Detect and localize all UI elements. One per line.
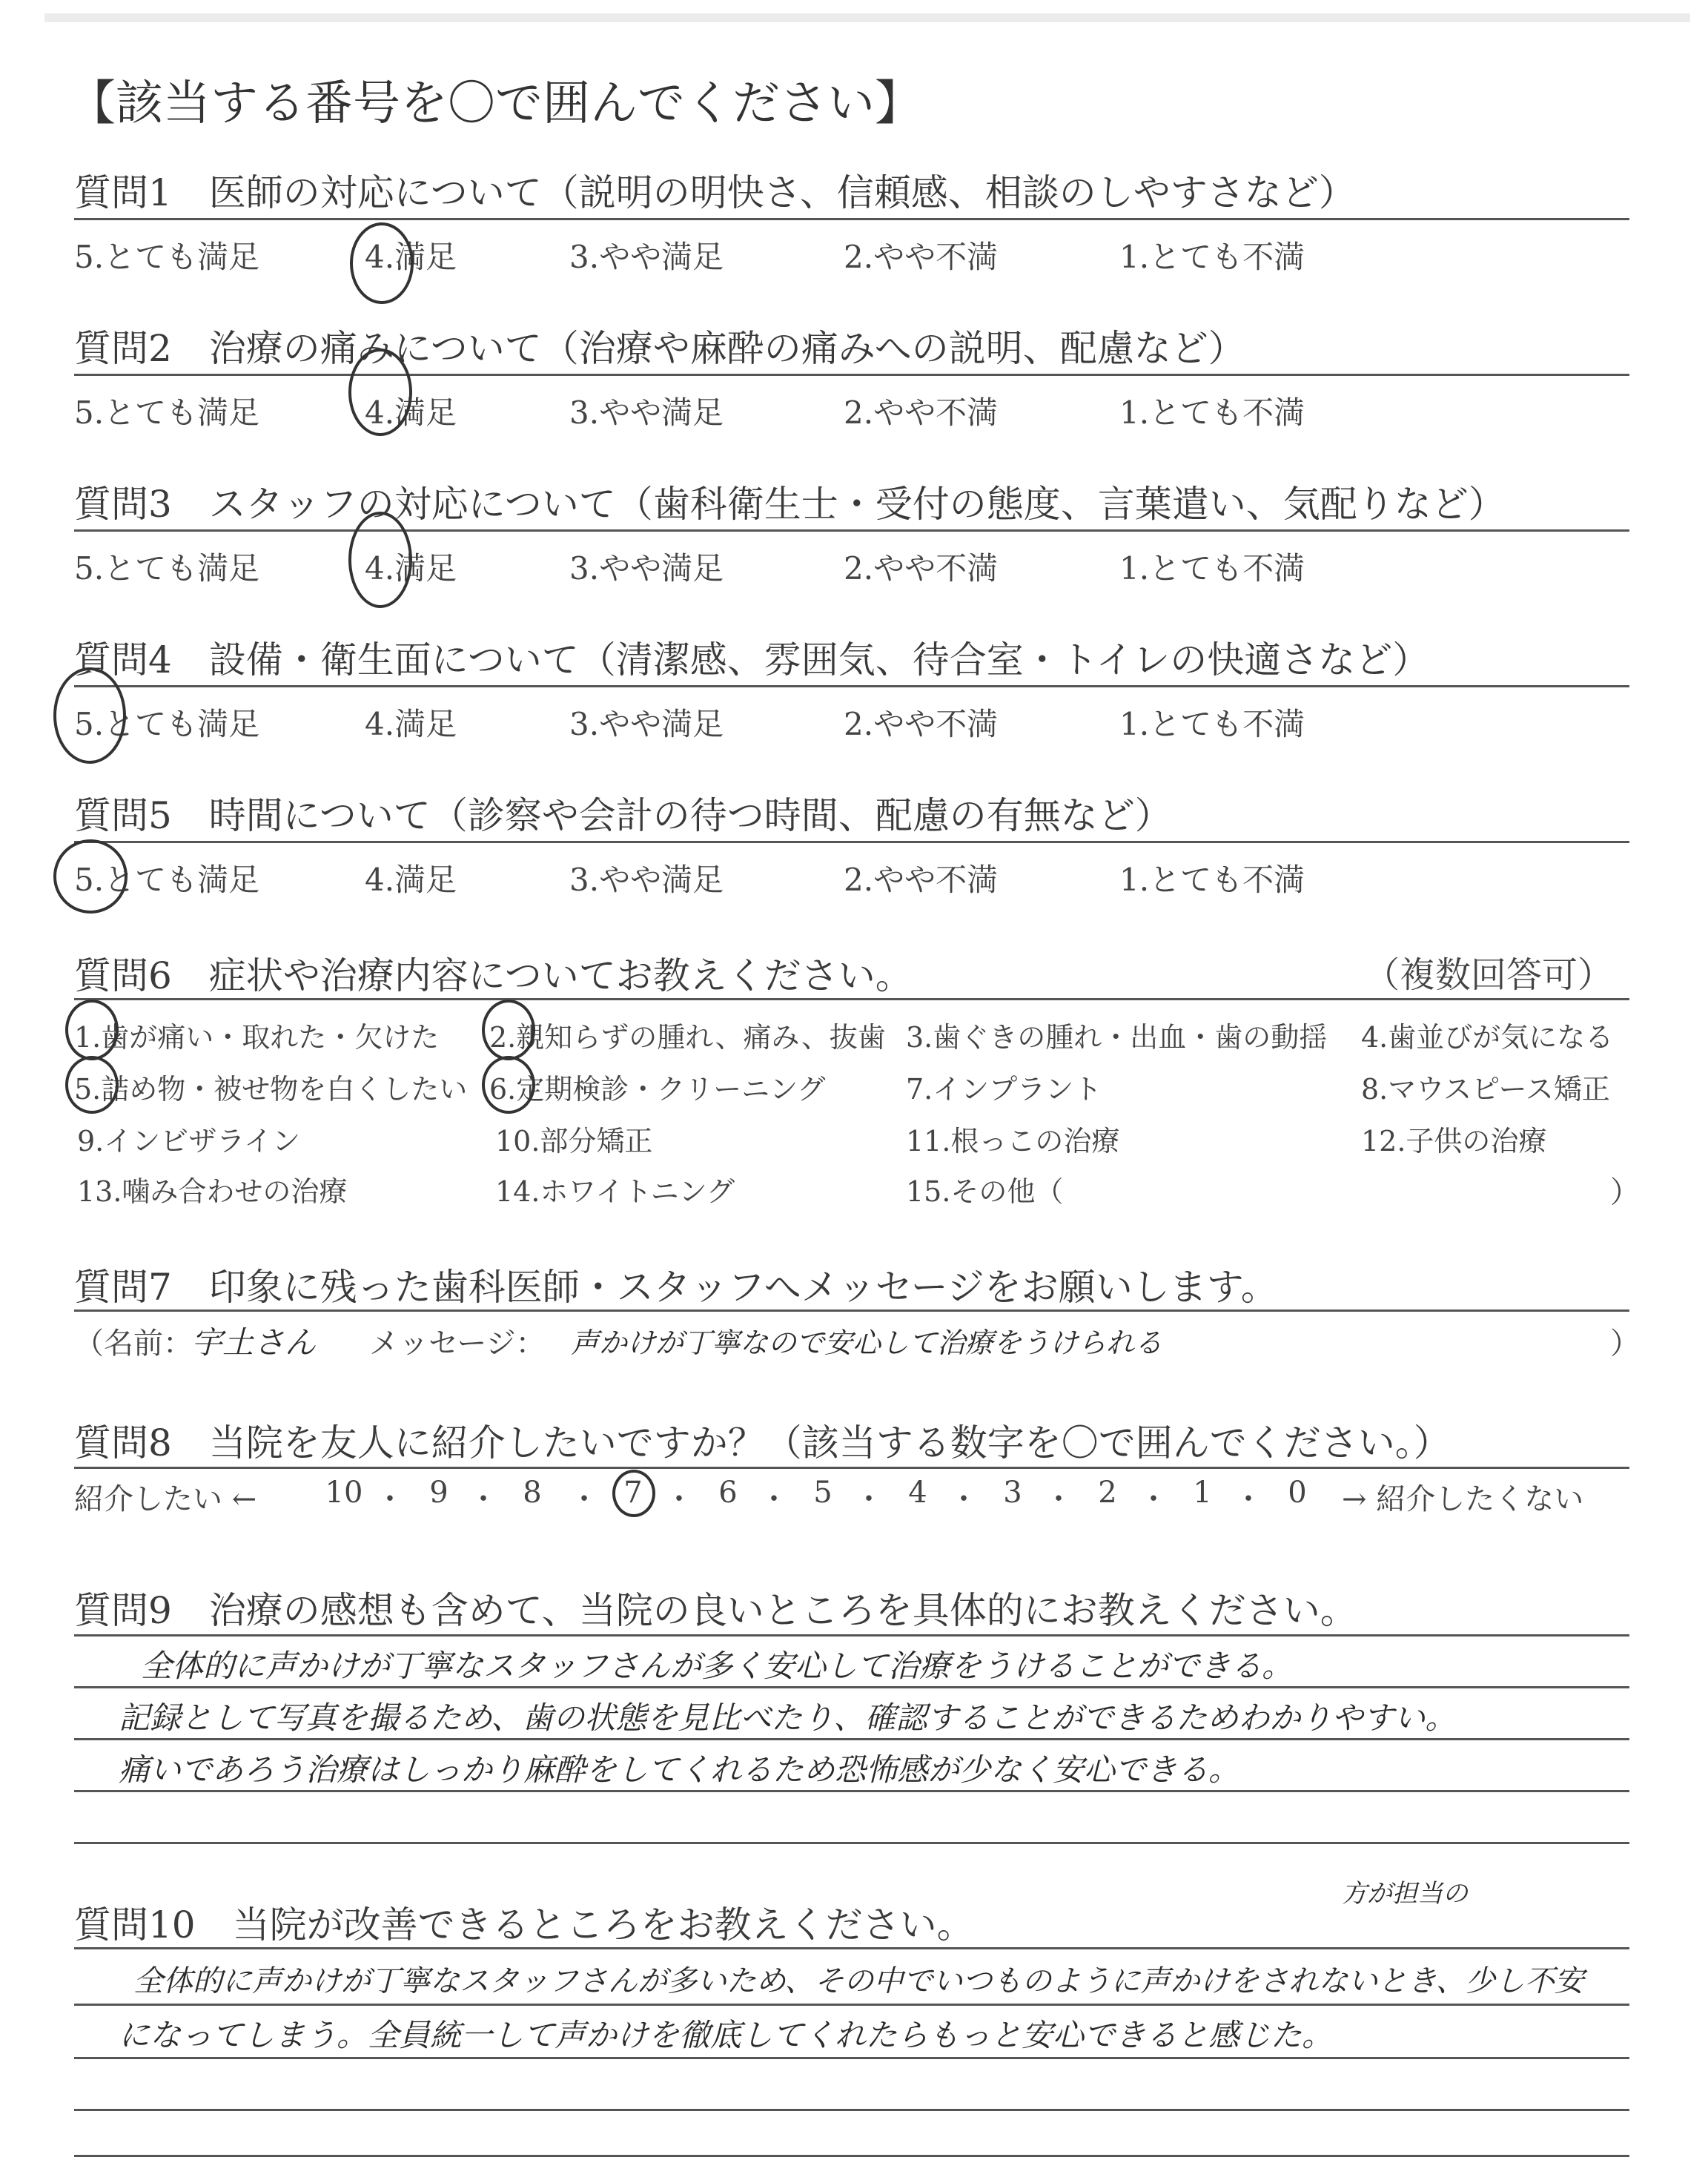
q8-score-4[interactable]: 4 — [908, 1476, 927, 1510]
writing-line — [74, 1738, 1629, 1740]
q8-score-0[interactable]: 0 — [1288, 1476, 1307, 1510]
divider — [74, 998, 1629, 1000]
q5-option-4[interactable]: 4.満足 — [365, 862, 457, 898]
q6-item-12[interactable]: 12.子供の治療 — [1361, 1125, 1547, 1157]
divider — [74, 1634, 1629, 1636]
q5-option-1[interactable]: 1.とても不満 — [1119, 862, 1305, 898]
q10-answer-line-2[interactable]: になってしまう。全員統一して声かけを徹底してくれたらもっと安心できると感じた。 — [119, 2017, 1334, 2053]
q9-answer-line-3[interactable]: 痛いであろう治療はしっかり麻酔をしてくれるため恐怖感が少なく安心できる。 — [119, 1751, 1240, 1788]
q4-option-1[interactable]: 1.とても不満 — [1119, 706, 1305, 742]
writing-line — [74, 1842, 1629, 1844]
q8-left-label: 紹介したい ← — [74, 1482, 257, 1516]
question-6-title: 質問6 症状や治療内容についてお教えください。 — [74, 954, 913, 997]
divider — [74, 1309, 1629, 1312]
q6-item-9[interactable]: 9.インビザライン — [77, 1125, 301, 1157]
q5-option-3[interactable]: 3.やや満足 — [569, 862, 724, 898]
divider — [74, 529, 1629, 532]
scan-top-edge — [44, 13, 1690, 22]
writing-line — [74, 2155, 1629, 2157]
q1-option-1[interactable]: 1.とても不満 — [1119, 239, 1305, 275]
q8-score-8[interactable]: 8 — [523, 1476, 542, 1510]
q8-right-label: → 紹介したくない — [1342, 1482, 1584, 1516]
q7-name-handwritten[interactable]: 宇土さん — [191, 1324, 317, 1361]
q8-score-10[interactable]: 10 — [325, 1476, 363, 1510]
divider — [74, 218, 1629, 220]
q3-option-2[interactable]: 2.やや不満 — [844, 550, 999, 587]
q8-separator: ・ — [1044, 1482, 1073, 1516]
q3-option-1[interactable]: 1.とても不満 — [1119, 550, 1305, 587]
q6-item-15[interactable]: 15.その他（ — [906, 1175, 1064, 1208]
q6-selection-circle-6 — [482, 1056, 535, 1114]
divider — [74, 1947, 1629, 1949]
q6-item-13[interactable]: 13.噛み合わせの治療 — [77, 1175, 348, 1208]
q6-item-2[interactable]: 2.親知らずの腫れ、痛み、抜歯 — [489, 1021, 886, 1054]
q8-separator: ・ — [664, 1482, 694, 1516]
q10-answer-line-1[interactable]: 全体的に声かけが丁寧なスタッフさんが多いため、その中でいつものように声かけをされないとき、少し不安 — [133, 1964, 1584, 1998]
q6-other-close-paren: ） — [1610, 1175, 1640, 1209]
q6-item-7[interactable]: 7.インプラント — [906, 1073, 1102, 1106]
q8-score-5[interactable]: 5 — [813, 1476, 833, 1510]
question-7-title: 質問7 印象に残った歯科医師・スタッフへメッセージをお願いします。 — [74, 1266, 1278, 1309]
q8-separator: ・ — [569, 1482, 599, 1516]
writing-line — [74, 2109, 1629, 2111]
q3-selection-circle — [348, 512, 412, 608]
q2-option-3[interactable]: 3.やや満足 — [569, 394, 724, 431]
q1-option-5[interactable]: 5.とても満足 — [74, 239, 260, 275]
q8-score-2[interactable]: 2 — [1098, 1476, 1117, 1510]
q8-score-6[interactable]: 6 — [718, 1476, 738, 1510]
question-1-title: 質問1 医師の対応について（説明の明快さ、信頼感、相談のしやすさなど） — [74, 171, 1356, 214]
question-5-title: 質問5 時間について（診察や会計の待つ時間、配慮の有無など） — [74, 794, 1172, 837]
q5-selection-circle — [53, 839, 128, 914]
q6-item-1[interactable]: 1.歯が痛い・取れた・欠けた — [74, 1021, 440, 1054]
q2-option-1[interactable]: 1.とても不満 — [1119, 394, 1305, 431]
question-10-title: 質問10 当院が改善できるところをお教えください。 — [74, 1903, 974, 1946]
q8-separator: ・ — [759, 1482, 789, 1516]
writing-line — [74, 2057, 1629, 2059]
q4-option-3[interactable]: 3.やや満足 — [569, 706, 724, 742]
q9-answer-line-2[interactable]: 記録として写真を撮るため、歯の状態を見比べたり、確認することができるためわかりやすい。 — [119, 1700, 1457, 1736]
q8-separator: ・ — [1139, 1482, 1168, 1516]
q7-close-paren: ） — [1610, 1327, 1640, 1361]
q1-option-2[interactable]: 2.やや不満 — [844, 239, 999, 275]
q2-option-2[interactable]: 2.やや不満 — [844, 394, 999, 431]
multiple-answers-note: （複数回答可） — [1364, 954, 1614, 996]
q5-option-2[interactable]: 2.やや不満 — [844, 862, 999, 898]
q4-selection-circle — [53, 667, 126, 764]
q5-option-5[interactable]: 5.とても満足 — [74, 862, 260, 898]
q7-message-handwritten[interactable]: 声かけが丁寧なので安心して治療をうけられる — [571, 1327, 1163, 1359]
q9-answer-line-1[interactable]: 全体的に声かけが丁寧なスタッフさんが多く安心して治療をうけることができる。 — [141, 1648, 1294, 1684]
writing-line — [74, 1686, 1629, 1688]
q8-separator: ・ — [1234, 1482, 1263, 1516]
q3-option-4[interactable]: 4.満足 — [365, 550, 457, 587]
q4-option-2[interactable]: 2.やや不満 — [844, 706, 999, 742]
page-title: 【該当する番号を〇で囲んでください】 — [68, 76, 922, 131]
q1-option-4[interactable]: 4.満足 — [365, 239, 457, 275]
q2-option-4[interactable]: 4.満足 — [365, 394, 457, 431]
q6-item-4[interactable]: 4.歯並びが気になる — [1361, 1021, 1614, 1054]
q6-item-6[interactable]: 6.定期検診・クリーニング — [489, 1073, 826, 1106]
q6-item-8[interactable]: 8.マウスピース矯正 — [1361, 1073, 1610, 1106]
q6-item-3[interactable]: 3.歯ぐきの腫れ・出血・歯の動揺 — [906, 1021, 1328, 1054]
q7-message-label: メッセージ： — [369, 1327, 546, 1361]
question-2-title: 質問2 治療の痛みについて（治療や麻酔の痛みへの説明、配慮など） — [74, 327, 1245, 370]
q2-selection-circle — [348, 349, 412, 436]
question-4-title: 質問4 設備・衛生面について（清潔感、雰囲気、待合室・トイレの快適さなど） — [74, 638, 1430, 681]
q10-insertion-note[interactable]: 方が担当の — [1342, 1879, 1468, 1909]
q8-score-1[interactable]: 1 — [1193, 1476, 1212, 1510]
q8-separator: ・ — [469, 1482, 498, 1516]
q8-score-9[interactable]: 9 — [429, 1476, 448, 1510]
divider — [74, 841, 1629, 843]
writing-line — [74, 1790, 1629, 1792]
q3-option-5[interactable]: 5.とても満足 — [74, 550, 260, 587]
question-8-title: 質問8 当院を友人に紹介したいですか？（該当する数字を〇で囲んでください。） — [74, 1421, 1451, 1464]
q8-score-3[interactable]: 3 — [1003, 1476, 1022, 1510]
q6-item-5[interactable]: 5.詰め物・被せ物を白くしたい — [74, 1073, 468, 1106]
question-9-title: 質問9 治療の感想も含めて、当院の良いところを具体的にお教えください。 — [74, 1589, 1357, 1632]
divider — [74, 1467, 1629, 1469]
q6-selection-circle-2 — [482, 1000, 535, 1060]
q2-option-5[interactable]: 5.とても満足 — [74, 394, 260, 431]
q6-selection-circle-1 — [65, 1000, 119, 1060]
q8-separator: ・ — [854, 1482, 884, 1516]
q8-separator: ・ — [949, 1482, 979, 1516]
q8-score-7[interactable]: 7 — [623, 1476, 643, 1510]
q1-option-3[interactable]: 3.やや満足 — [569, 239, 724, 275]
q6-item-14[interactable]: 14.ホワイトニング — [495, 1175, 735, 1208]
q6-item-11[interactable]: 11.根っこの治療 — [906, 1125, 1120, 1157]
q7-name-label: （名前： — [74, 1327, 193, 1361]
q4-option-4[interactable]: 4.満足 — [365, 706, 457, 742]
q6-selection-circle-5 — [65, 1056, 119, 1114]
writing-line — [74, 2004, 1629, 2006]
question-3-title: 質問3 スタッフの対応について（歯科衛生士・受付の態度、言葉遣い、気配りなど） — [74, 483, 1506, 526]
divider — [74, 685, 1629, 687]
q4-option-5[interactable]: 5.とても満足 — [74, 706, 260, 742]
q3-option-3[interactable]: 3.やや満足 — [569, 550, 724, 587]
divider — [74, 374, 1629, 376]
q1-selection-circle — [350, 222, 414, 304]
q6-item-10[interactable]: 10.部分矯正 — [495, 1125, 653, 1157]
q8-separator: ・ — [375, 1482, 405, 1516]
q8-selection-circle — [612, 1470, 655, 1517]
